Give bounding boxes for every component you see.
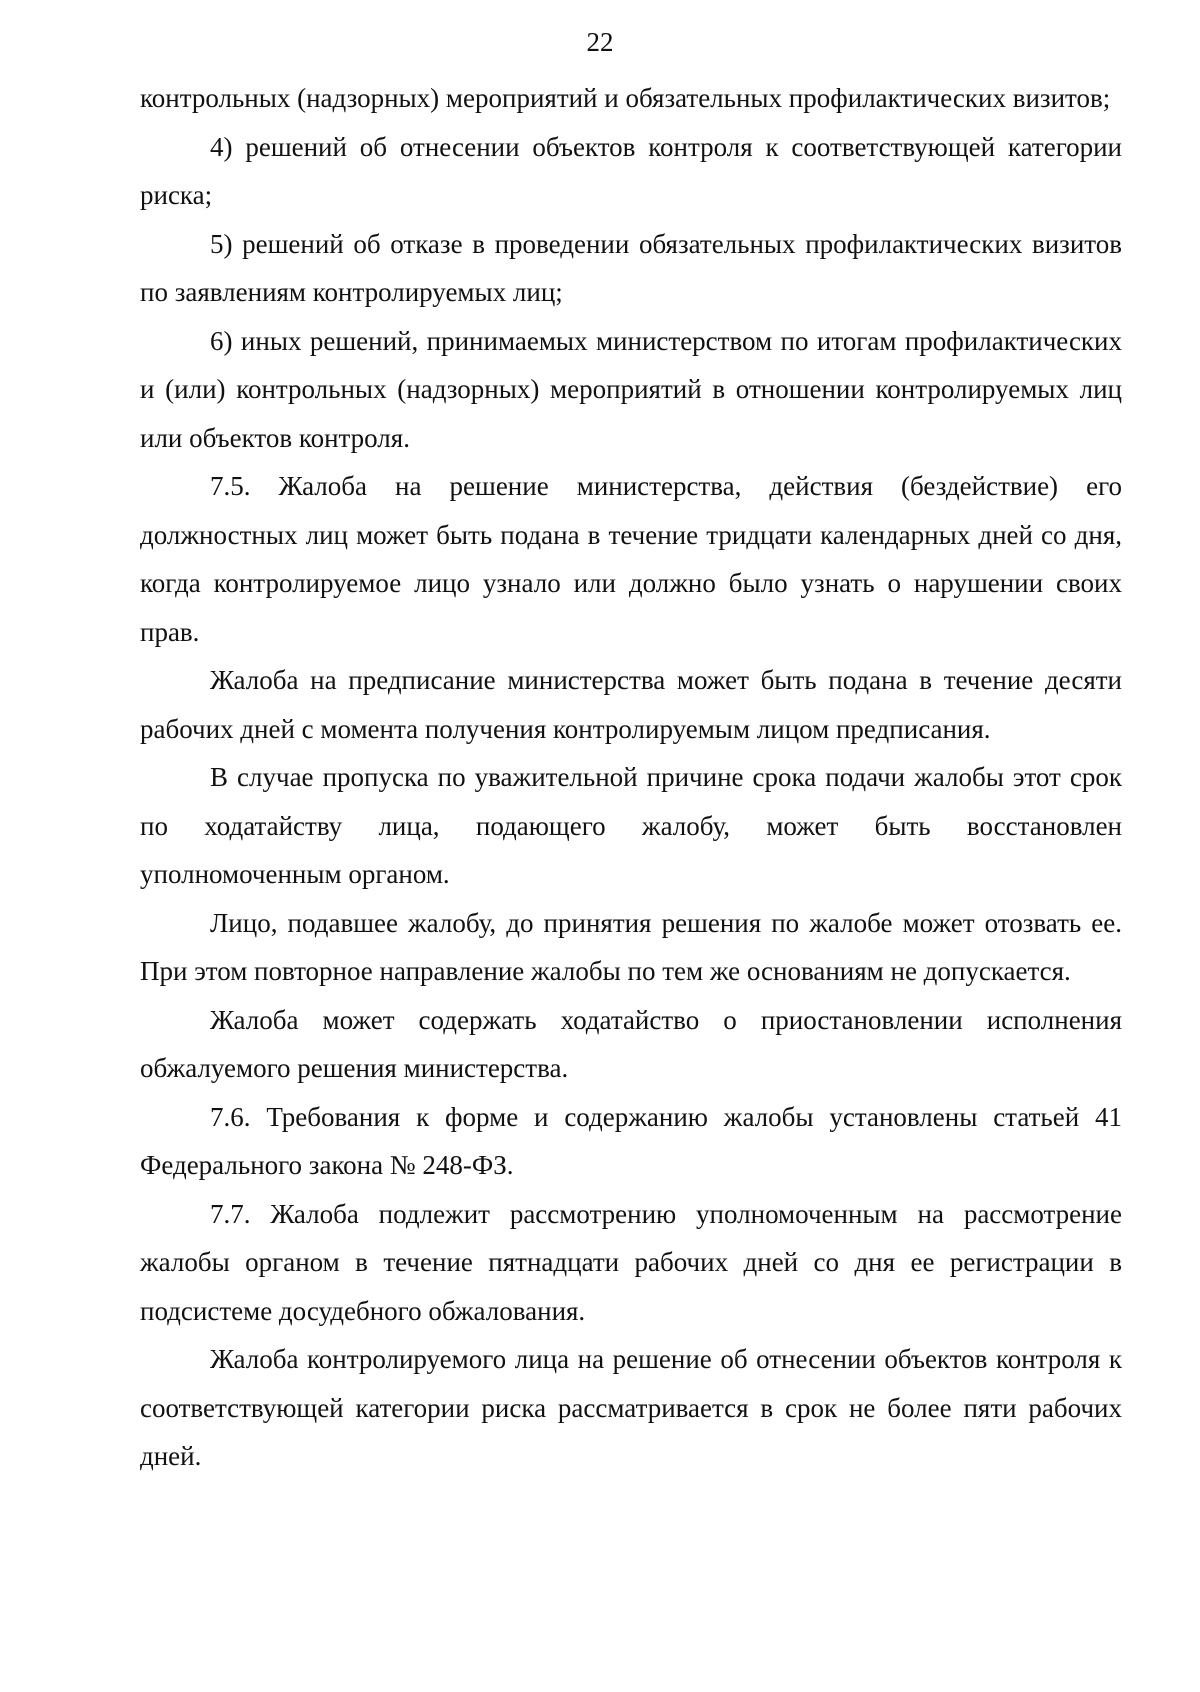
paragraph-suspension-petition: Жалоба может содержать ходатайство о приостановлении исполнения обжалуемого решения министерства. (140, 1004, 1122, 1083)
paragraph-prescription-appeal: Жалоба на предписание министерства может быть подана в течение десяти рабочих дней с момента получения контролируемым лицом предписания. (140, 665, 1122, 744)
paragraph-7-5: 7.5. Жалоба на решение министерства, действия (бездействие) его должностных лиц может быть подана в течение тридцати календарных дней со дня, когда контролируемое лицо узнало или должно было узнать о нарушении своих прав. (140, 471, 1122, 647)
page-number: 22 (586, 27, 614, 57)
paragraph-missed-deadline: В случае пропуска по уважительной причине срока подачи жалобы этот срок по ходатайству лица, подающего жалобу, может быть восстановлен уполномоченным органом. (140, 762, 1122, 889)
paragraph-item-6: 6) иных решений, принимаемых министерством по итогам профилактических и (или) контрольных (надзорных) мероприятий в отношении контролируемых лиц или объектов контроля. (140, 325, 1122, 453)
paragraph-7-6: 7.6. Требования к форме и содержанию жалобы установлены статьей 41 Федерального закона № 248-ФЗ. (140, 1101, 1122, 1180)
paragraph-7-7: 7.7. Жалоба подлежит рассмотрению уполномоченным на рассмотрение жалобы органом в течение пятнадцати рабочих дней со дня ее регистрации в подсистеме досудебного обжалования. (140, 1198, 1122, 1326)
paragraph-continuation: контрольных (надзорных) мероприятий и обязательных профилактических визитов; (140, 83, 1111, 113)
document-body (140, 74, 1122, 1481)
paragraph-item-5: 5) решений об отказе в проведении обязательных профилактических визитов по заявлениям контролируемых лиц; (140, 228, 1122, 307)
paragraph-withdrawal: Лицо, подавшее жалобу, до принятия решения по жалобе может отозвать ее. При этом повторное направление жалобы по тем же основаниям не допускается. (140, 907, 1122, 986)
paragraph-item-4: 4) решений об отнесении объектов контроля к соответствующей категории риска; (140, 131, 1122, 210)
paragraph-risk-category-appeal: Жалоба контролируемого лица на решение об отнесении объектов контроля к соответствующей категории риска рассматривается в срок не более пяти рабочих дней. (140, 1344, 1122, 1471)
